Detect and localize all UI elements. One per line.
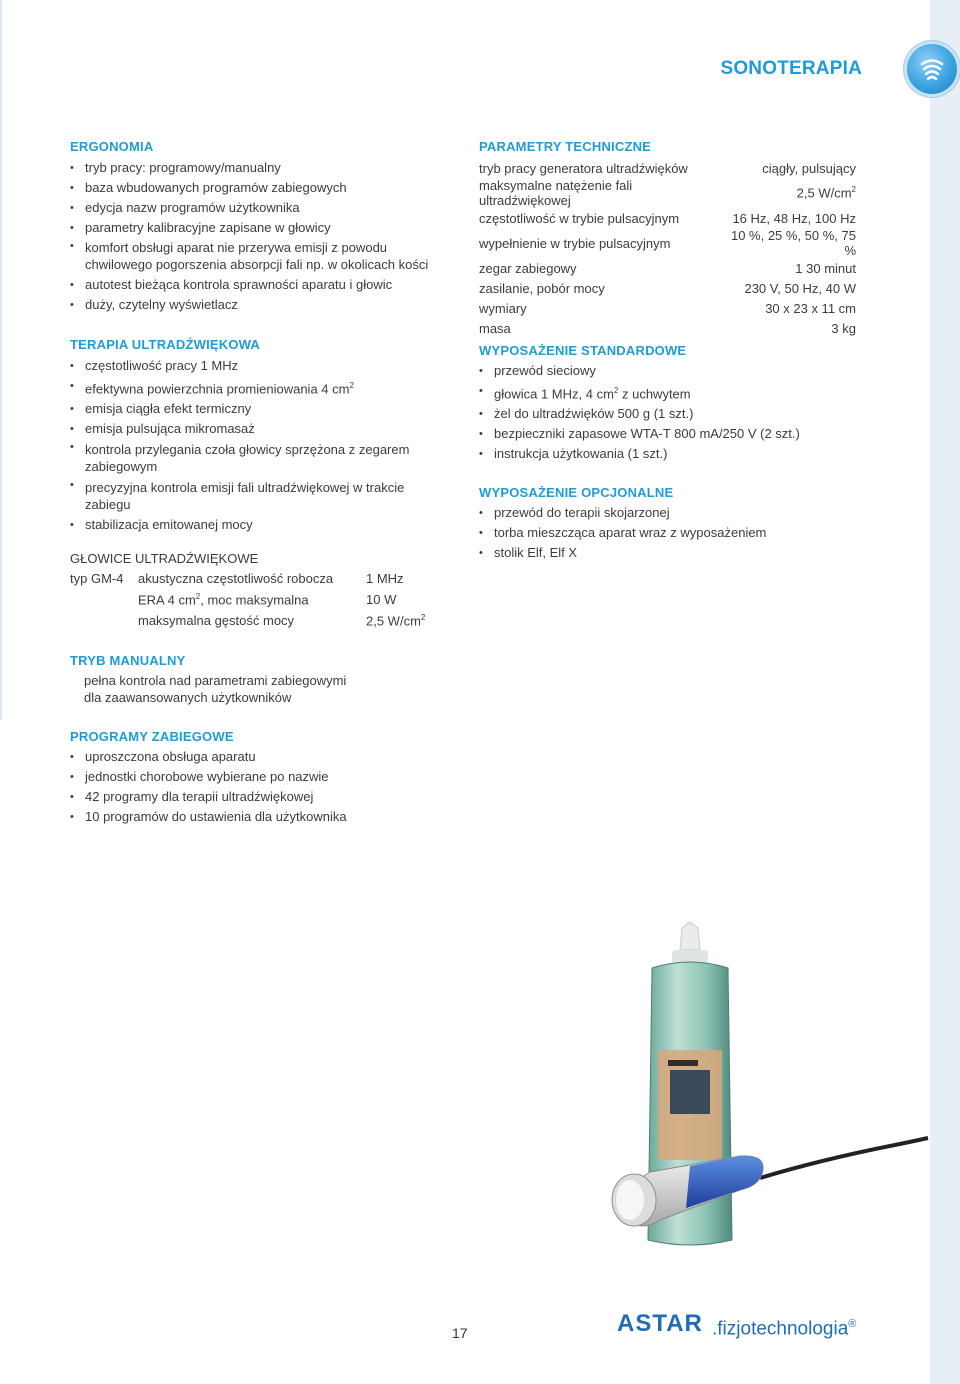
list-item: • edycja nazw programów użytkownika xyxy=(70,198,440,218)
table-cell: maksymalna gęstość mocy xyxy=(138,613,295,628)
list-item xyxy=(70,376,430,399)
table-cell: 10 W xyxy=(366,592,397,607)
table-row: częstotliwość w trybie pulsacyjnym 16 Hz, 48 Hz, 100 Hz xyxy=(479,210,856,226)
programy-heading: PROGRAMY ZABIEGOWE xyxy=(70,729,234,744)
list-item: • emisja pulsująca mikromasaż xyxy=(70,419,430,439)
tryb-heading: TRYB MANUALNY xyxy=(70,653,186,668)
list-item-text: efektywna powierzchnia promieniowania 4 cm xyxy=(85,381,350,397)
page-number: 17 xyxy=(452,1325,468,1341)
list-item: • komfort obsługi aparat nie przerywa emisji z powodu chwilowego pogorszenia absorpcji fali np. w okolicach kości xyxy=(70,238,440,275)
list-item: • przewód do terapii skojarzonej xyxy=(479,503,859,523)
table-row: masa 3 kg xyxy=(479,320,856,336)
table-cell: 1 MHz xyxy=(366,571,404,586)
parametry-table xyxy=(479,158,856,338)
ergonomia-list xyxy=(70,158,440,315)
list-item: • bezpieczniki zapasowe WTA-T 800 mA/250 V (2 szt.) xyxy=(479,424,859,444)
list-item: • autotest bieżąca kontrola sprawności aparatu i głowic xyxy=(70,275,440,295)
list-item: • stolik Elf, Elf X xyxy=(479,543,859,563)
superscript: 2 xyxy=(349,381,354,390)
list-item: • parametry kalibracyjne zapisane w głowicy xyxy=(70,218,440,238)
table-cell: ERA 4 $cm^2$, moc maksymalna xyxy=(138,591,309,608)
product-photo xyxy=(590,920,930,1260)
list-item: • stabilizacja emitowanej mocy xyxy=(70,515,430,535)
table-row: wypełnienie w trybie pulsacyjnym 10 %, 25 %, 50 %, 75 % xyxy=(479,228,856,258)
list-item: • przewód sieciowy xyxy=(479,361,859,381)
opcjonalne-heading: WYPOSAŻENIE OPCJONALNE xyxy=(479,485,674,500)
list-item: • głowica 1 MHz, 4 $cm^2$ z uchwytem xyxy=(479,381,859,404)
list-item: • częstotliwość pracy 1 MHz xyxy=(70,356,430,376)
list-item: • torba mieszcząca aparat wraz z wyposażeniem xyxy=(479,523,859,543)
list-item: • baza wbudowanych programów zabiegowych xyxy=(70,178,440,198)
list-item: • emisja ciągła efekt termiczny xyxy=(70,399,430,419)
glowice-table xyxy=(70,568,425,631)
list-item: • 42 programy dla terapii ultradźwiękowej xyxy=(70,787,430,807)
head-type: typ GM-4 xyxy=(70,571,124,586)
tryb-text: pełna kontrola nad parametrami zabiegowymi dla zaawansowanych użytkowników xyxy=(84,673,347,705)
table-row xyxy=(70,589,425,610)
table-row xyxy=(70,568,425,589)
glowice-heading: GŁOWICE ULTRADŹWIĘKOWE xyxy=(70,551,259,566)
table-row: zegar zabiegowy 1 30 minut xyxy=(479,260,856,276)
table-row: wymiary 30 x 23 x 11 cm xyxy=(479,300,856,316)
ergonomia-heading: ERGONOMIA xyxy=(70,139,154,154)
list-item: • żel do ultradźwięków 500 g (1 szt.) xyxy=(479,404,859,424)
table-row: tryb pracy generatora ultradźwięków ciągły, pulsujący xyxy=(479,160,856,176)
terapia-list xyxy=(70,356,430,535)
parametry-heading: PARAMETRY TECHNICZNE xyxy=(479,139,652,154)
terapia-heading: TERAPIA ULTRADŹWIĘKOWA xyxy=(70,337,260,352)
standard-list xyxy=(479,361,859,464)
page-left-rule xyxy=(0,0,2,720)
ultrasound-icon xyxy=(907,44,957,94)
list-item: • uproszczona obsługa aparatu xyxy=(70,747,430,767)
standard-heading: WYPOSAŻENIE STANDARDOWE xyxy=(479,343,687,358)
list-item: • tryb pracy: programowy/manualny xyxy=(70,158,440,178)
section-title: SONOTERAPIA xyxy=(720,58,862,79)
brand-suffix: .fizjotechnologia® xyxy=(712,1318,857,1340)
brand-logo: ASTAR xyxy=(617,1310,703,1337)
page-edge-stripe xyxy=(930,0,960,1384)
table-row: zasilanie, pobór mocy 230 V, 50 Hz, 40 W xyxy=(479,280,856,296)
programy-list xyxy=(70,747,430,827)
table-row xyxy=(70,610,425,631)
list-item: • precyzyjna kontrola emisji fali ultradźwiękowej w trakcie zabiegu xyxy=(70,477,430,515)
list-item: • instrukcja użytkowania (1 szt.) xyxy=(479,444,859,464)
list-item: • jednostki chorobowe wybierane po nazwie xyxy=(70,767,430,787)
table-cell: akustyczna częstotliwość robocza xyxy=(138,571,334,586)
table-cell: 2,5 $W/cm^2$ xyxy=(366,612,426,629)
list-item: • kontrola przylegania czoła głowicy sprzężona z zegarem zabiegowym xyxy=(70,439,430,477)
table-row: maksymalne natężenie fali ultradźwiękowej 2,5 $W/cm^2$ xyxy=(479,178,856,208)
list-item: • 10 programów do ustawienia dla użytkownika xyxy=(70,807,430,827)
list-item: • duży, czytelny wyświetlacz xyxy=(70,295,440,315)
opcjonalne-list xyxy=(479,503,859,563)
